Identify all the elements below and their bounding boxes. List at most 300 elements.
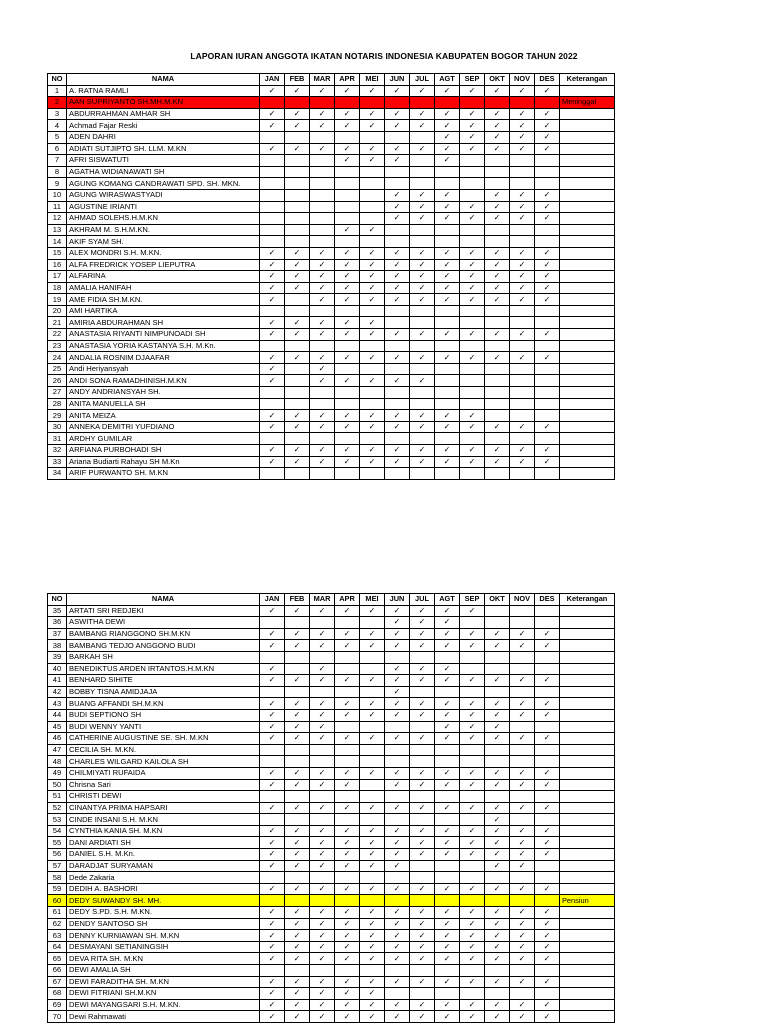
payment-cell-jan [260, 965, 285, 977]
payment-cell-okt [485, 965, 510, 977]
payment-cell-agt: ✓ [435, 271, 460, 283]
payment-cell-mei: ✓ [360, 988, 385, 1000]
remarks-cell [560, 155, 615, 167]
remarks-cell [560, 224, 615, 236]
payment-cell-feb: ✓ [285, 120, 310, 132]
payment-cell-jan: ✓ [260, 85, 285, 97]
payment-cell-des: ✓ [535, 247, 560, 259]
remarks-cell [560, 352, 615, 364]
payment-cell-apr: ✓ [335, 1011, 360, 1023]
payment-cell-jan: ✓ [260, 421, 285, 433]
payment-cell-feb [285, 363, 310, 375]
remarks-cell [560, 860, 615, 872]
payment-cell-jan [260, 387, 285, 399]
table-row [48, 860, 615, 872]
payment-cell-apr: ✓ [335, 247, 360, 259]
table-header-row [48, 74, 615, 86]
payment-cell-apr: ✓ [335, 143, 360, 155]
member-name: BUANG AFFANDI SH.M.KN [67, 698, 260, 710]
payment-cell-apr [335, 189, 360, 201]
payment-cell-mei [360, 97, 385, 109]
payment-cell-feb: ✓ [285, 849, 310, 861]
payment-cell-des: ✓ [535, 143, 560, 155]
table-row [48, 883, 615, 895]
payment-cell-jul: ✓ [410, 617, 435, 629]
payment-cell-jun [385, 468, 410, 480]
payment-cell-jun: ✓ [385, 849, 410, 861]
payment-cell-feb: ✓ [285, 271, 310, 283]
payment-cell-jul [410, 224, 435, 236]
payment-cell-jan: ✓ [260, 918, 285, 930]
payment-cell-mei: ✓ [360, 698, 385, 710]
payment-cell-okt [485, 605, 510, 617]
member-name: BARKAH SH [67, 651, 260, 663]
payment-cell-apr: ✓ [335, 953, 360, 965]
column-header-keterangan: Keterangan [560, 594, 615, 606]
payment-cell-feb: ✓ [285, 259, 310, 271]
remarks-cell [560, 756, 615, 768]
row-number: 23 [48, 340, 67, 352]
table-row [48, 744, 615, 756]
payment-cell-sep [460, 340, 485, 352]
payment-cell-okt: ✓ [485, 259, 510, 271]
payment-cell-agt [435, 872, 460, 884]
payment-cell-sep [460, 965, 485, 977]
payment-cell-jan: ✓ [260, 375, 285, 387]
payment-cell-des [535, 375, 560, 387]
column-header-apr: APR [335, 594, 360, 606]
payment-cell-des: ✓ [535, 709, 560, 721]
payment-cell-des: ✓ [535, 329, 560, 341]
payment-cell-des: ✓ [535, 259, 560, 271]
table-row [48, 709, 615, 721]
payment-cell-jun: ✓ [385, 421, 410, 433]
payment-cell-sep: ✓ [460, 282, 485, 294]
payment-cell-des: ✓ [535, 849, 560, 861]
row-number: 34 [48, 468, 67, 480]
payment-cell-nov: ✓ [510, 421, 535, 433]
payment-cell-jun: ✓ [385, 883, 410, 895]
payment-cell-sep: ✓ [460, 131, 485, 143]
payment-cell-jun: ✓ [385, 1011, 410, 1023]
payment-cell-apr: ✓ [335, 108, 360, 120]
payment-cell-apr: ✓ [335, 988, 360, 1000]
payment-cell-feb: ✓ [285, 675, 310, 687]
table-body [48, 85, 615, 479]
payment-cell-apr [335, 651, 360, 663]
payment-cell-jan [260, 651, 285, 663]
payment-cell-jun [385, 814, 410, 826]
payment-cell-jun: ✓ [385, 282, 410, 294]
payment-cell-jun: ✓ [385, 213, 410, 225]
column-header-agt: AGT [435, 594, 460, 606]
payment-cell-agt [435, 97, 460, 109]
payment-cell-apr: ✓ [335, 155, 360, 167]
remarks-cell [560, 1011, 615, 1023]
member-name: DENNY KURNIAWAN SH. M.KN [67, 930, 260, 942]
row-number: 35 [48, 605, 67, 617]
payment-cell-okt [485, 756, 510, 768]
table-row [48, 317, 615, 329]
row-number: 36 [48, 617, 67, 629]
payment-cell-nov [510, 317, 535, 329]
payment-cell-jun: ✓ [385, 675, 410, 687]
payment-cell-agt [435, 988, 460, 1000]
payment-cell-apr [335, 756, 360, 768]
payment-cell-jun: ✓ [385, 143, 410, 155]
payment-cell-agt: ✓ [435, 617, 460, 629]
payment-cell-apr [335, 814, 360, 826]
report-title: LAPORAN IURAN ANGGOTA IKATAN NOTARIS INDONESIA KABUPATEN BOGOR TAHUN 2022 [190, 51, 578, 61]
payment-cell-nov [510, 363, 535, 375]
payment-cell-mei [360, 895, 385, 907]
payment-cell-apr: ✓ [335, 941, 360, 953]
payment-cell-feb: ✓ [285, 976, 310, 988]
payment-cell-jun: ✓ [385, 375, 410, 387]
column-header-no: NO [48, 74, 67, 86]
payment-cell-mar: ✓ [310, 698, 335, 710]
payment-cell-des [535, 468, 560, 480]
payment-cell-mei [360, 189, 385, 201]
payment-cell-sep: ✓ [460, 837, 485, 849]
payment-cell-nov [510, 605, 535, 617]
payment-cell-des: ✓ [535, 698, 560, 710]
payment-cell-jul: ✓ [410, 779, 435, 791]
payment-cell-nov [510, 872, 535, 884]
payment-cell-jun: ✓ [385, 802, 410, 814]
payment-cell-mei: ✓ [360, 421, 385, 433]
payment-cell-okt [485, 663, 510, 675]
remarks-cell [560, 189, 615, 201]
payment-cell-okt [485, 340, 510, 352]
payment-cell-mei: ✓ [360, 849, 385, 861]
payment-cell-sep [460, 363, 485, 375]
payment-cell-jan [260, 178, 285, 190]
table-body [48, 605, 615, 1022]
table-row [48, 445, 615, 457]
payment-cell-jun: ✓ [385, 294, 410, 306]
payment-cell-jun: ✓ [385, 85, 410, 97]
remarks-cell [560, 108, 615, 120]
payment-cell-mei: ✓ [360, 294, 385, 306]
payment-cell-okt: ✓ [485, 1011, 510, 1023]
payment-cell-jan: ✓ [260, 953, 285, 965]
payment-cell-mei [360, 779, 385, 791]
row-number: 65 [48, 953, 67, 965]
payment-cell-nov: ✓ [510, 675, 535, 687]
member-name: BUDI WENNY YANTI [67, 721, 260, 733]
payment-cell-apr: ✓ [335, 85, 360, 97]
payment-cell-sep: ✓ [460, 259, 485, 271]
payment-cell-agt: ✓ [435, 849, 460, 861]
payment-cell-jun [385, 756, 410, 768]
table-row [48, 294, 615, 306]
payment-cell-jan: ✓ [260, 445, 285, 457]
payment-cell-mei: ✓ [360, 317, 385, 329]
member-name: AGUSTINE IRIANTI [67, 201, 260, 213]
row-number: 7 [48, 155, 67, 167]
payment-cell-jul: ✓ [410, 837, 435, 849]
payment-cell-agt [435, 814, 460, 826]
payment-cell-des: ✓ [535, 271, 560, 283]
payment-cell-des: ✓ [535, 941, 560, 953]
column-header-feb: FEB [285, 594, 310, 606]
payment-cell-sep: ✓ [460, 802, 485, 814]
payment-cell-mar [310, 387, 335, 399]
payment-cell-des: ✓ [535, 108, 560, 120]
payment-cell-mei [360, 721, 385, 733]
table-row [48, 663, 615, 675]
payment-cell-jun [385, 744, 410, 756]
payment-cell-sep: ✓ [460, 271, 485, 283]
remarks-cell [560, 166, 615, 178]
member-name: ANDI SONA RAMADHINISH.M.KN [67, 375, 260, 387]
payment-cell-okt: ✓ [485, 421, 510, 433]
payment-cell-jan: ✓ [260, 247, 285, 259]
payment-cell-feb [285, 97, 310, 109]
payment-cell-mar: ✓ [310, 247, 335, 259]
payment-cell-nov [510, 387, 535, 399]
payment-cell-agt: ✓ [435, 930, 460, 942]
remarks-cell [560, 305, 615, 317]
payment-cell-okt: ✓ [485, 837, 510, 849]
payment-cell-sep [460, 375, 485, 387]
payment-cell-sep: ✓ [460, 976, 485, 988]
payment-cell-mei: ✓ [360, 860, 385, 872]
payment-cell-apr [335, 895, 360, 907]
column-header-nama: NAMA [67, 74, 260, 86]
payment-cell-sep: ✓ [460, 329, 485, 341]
member-name: ALEX MONDRI S.H. M.KN. [67, 247, 260, 259]
dues-table-1 [47, 73, 615, 480]
payment-cell-sep [460, 663, 485, 675]
payment-cell-jun: ✓ [385, 976, 410, 988]
payment-cell-mei [360, 305, 385, 317]
payment-cell-feb: ✓ [285, 988, 310, 1000]
payment-cell-feb: ✓ [285, 825, 310, 837]
payment-cell-nov: ✓ [510, 999, 535, 1011]
payment-cell-des [535, 663, 560, 675]
table-row [48, 166, 615, 178]
row-number: 10 [48, 189, 67, 201]
payment-cell-jun: ✓ [385, 329, 410, 341]
member-name: CINANTYA PRIMA HAPSARI [67, 802, 260, 814]
member-name: DEWI FARADITHA SH. M.KN [67, 976, 260, 988]
payment-cell-jul [410, 814, 435, 826]
payment-cell-feb: ✓ [285, 329, 310, 341]
member-name: AGATHA WIDIANAWATI SH [67, 166, 260, 178]
payment-cell-sep [460, 744, 485, 756]
payment-cell-sep: ✓ [460, 767, 485, 779]
payment-cell-mar: ✓ [310, 85, 335, 97]
payment-cell-des [535, 317, 560, 329]
payment-cell-mei: ✓ [360, 224, 385, 236]
payment-cell-mei [360, 756, 385, 768]
remarks-cell [560, 953, 615, 965]
row-number: 63 [48, 930, 67, 942]
table-row [48, 340, 615, 352]
payment-cell-jan: ✓ [260, 767, 285, 779]
remarks-cell [560, 271, 615, 283]
payment-cell-feb [285, 224, 310, 236]
payment-cell-nov [510, 663, 535, 675]
member-name: CHRISTI DEWI [67, 791, 260, 803]
remarks-cell [560, 445, 615, 457]
column-header-no: NO [48, 594, 67, 606]
row-number: 45 [48, 721, 67, 733]
payment-cell-okt: ✓ [485, 445, 510, 457]
payment-cell-sep: ✓ [460, 352, 485, 364]
payment-cell-jul: ✓ [410, 282, 435, 294]
payment-cell-sep: ✓ [460, 941, 485, 953]
payment-cell-jan: ✓ [260, 120, 285, 132]
payment-cell-okt [485, 375, 510, 387]
payment-cell-jul: ✓ [410, 675, 435, 687]
payment-cell-feb: ✓ [285, 918, 310, 930]
payment-cell-des: ✓ [535, 675, 560, 687]
payment-cell-nov: ✓ [510, 201, 535, 213]
payment-cell-des [535, 155, 560, 167]
payment-cell-feb [285, 663, 310, 675]
payment-cell-okt: ✓ [485, 247, 510, 259]
row-number: 3 [48, 108, 67, 120]
remarks-cell [560, 85, 615, 97]
payment-cell-des [535, 236, 560, 248]
payment-cell-jun [385, 791, 410, 803]
payment-cell-mei: ✓ [360, 930, 385, 942]
payment-cell-jan: ✓ [260, 282, 285, 294]
payment-cell-mei [360, 213, 385, 225]
payment-cell-sep [460, 988, 485, 1000]
payment-cell-mei [360, 178, 385, 190]
table-row [48, 236, 615, 248]
row-number: 70 [48, 1011, 67, 1023]
payment-cell-des: ✓ [535, 779, 560, 791]
payment-cell-apr: ✓ [335, 907, 360, 919]
payment-cell-des: ✓ [535, 131, 560, 143]
payment-cell-sep: ✓ [460, 213, 485, 225]
payment-cell-mar: ✓ [310, 849, 335, 861]
payment-cell-jun [385, 305, 410, 317]
payment-cell-des [535, 340, 560, 352]
remarks-cell [560, 883, 615, 895]
payment-cell-nov [510, 155, 535, 167]
payment-cell-mar [310, 433, 335, 445]
payment-cell-des: ✓ [535, 189, 560, 201]
payment-cell-des: ✓ [535, 825, 560, 837]
payment-cell-mar: ✓ [310, 282, 335, 294]
payment-cell-apr: ✓ [335, 628, 360, 640]
payment-cell-mei: ✓ [360, 108, 385, 120]
payment-cell-mei: ✓ [360, 85, 385, 97]
remarks-cell [560, 675, 615, 687]
payment-cell-jun: ✓ [385, 189, 410, 201]
payment-cell-nov [510, 305, 535, 317]
payment-cell-mei [360, 663, 385, 675]
payment-cell-jun: ✓ [385, 247, 410, 259]
member-name: DANIEL S.H. M.Kn. [67, 849, 260, 861]
payment-cell-jul [410, 721, 435, 733]
payment-cell-jan: ✓ [260, 628, 285, 640]
payment-cell-jun: ✓ [385, 445, 410, 457]
payment-cell-mei: ✓ [360, 953, 385, 965]
payment-cell-okt [485, 363, 510, 375]
payment-cell-mei: ✓ [360, 410, 385, 422]
row-number: 57 [48, 860, 67, 872]
row-number: 56 [48, 849, 67, 861]
table-row [48, 999, 615, 1011]
payment-cell-sep [460, 97, 485, 109]
payment-cell-mar [310, 201, 335, 213]
payment-cell-apr: ✓ [335, 837, 360, 849]
payment-cell-des [535, 605, 560, 617]
table-row [48, 628, 615, 640]
payment-cell-feb [285, 617, 310, 629]
payment-cell-jul: ✓ [410, 883, 435, 895]
payment-cell-jan: ✓ [260, 988, 285, 1000]
payment-cell-mei [360, 617, 385, 629]
member-name: DEDY S.PD. S.H. M.KN. [67, 907, 260, 919]
payment-cell-feb: ✓ [285, 721, 310, 733]
payment-cell-feb: ✓ [285, 352, 310, 364]
payment-cell-nov [510, 617, 535, 629]
member-name: ANDY ANDRIANSYAH SH. [67, 387, 260, 399]
payment-cell-okt: ✓ [485, 860, 510, 872]
payment-cell-jul [410, 468, 435, 480]
payment-cell-agt: ✓ [435, 421, 460, 433]
payment-cell-jan [260, 872, 285, 884]
member-name: BOBBY TISNA AMIDJAJA [67, 686, 260, 698]
payment-cell-sep [460, 236, 485, 248]
payment-cell-mar: ✓ [310, 143, 335, 155]
remarks-cell [560, 698, 615, 710]
payment-cell-mei [360, 236, 385, 248]
payment-cell-okt: ✓ [485, 108, 510, 120]
payment-cell-nov: ✓ [510, 953, 535, 965]
member-name: AKHRAM M. S.H.M.KN. [67, 224, 260, 236]
payment-cell-sep: ✓ [460, 698, 485, 710]
payment-cell-mar [310, 131, 335, 143]
payment-cell-apr: ✓ [335, 375, 360, 387]
payment-cell-jun [385, 131, 410, 143]
payment-cell-mei: ✓ [360, 155, 385, 167]
table-row [48, 363, 615, 375]
payment-cell-mei [360, 651, 385, 663]
payment-cell-jun [385, 236, 410, 248]
payment-cell-okt [485, 398, 510, 410]
payment-cell-sep [460, 814, 485, 826]
remarks-cell [560, 872, 615, 884]
payment-cell-mar: ✓ [310, 317, 335, 329]
payment-cell-agt [435, 744, 460, 756]
payment-cell-okt: ✓ [485, 976, 510, 988]
payment-cell-mar [310, 305, 335, 317]
payment-cell-jul: ✓ [410, 271, 435, 283]
payment-cell-agt: ✓ [435, 640, 460, 652]
payment-cell-des: ✓ [535, 907, 560, 919]
payment-cell-okt: ✓ [485, 294, 510, 306]
payment-cell-nov [510, 468, 535, 480]
row-number: 20 [48, 305, 67, 317]
table-row [48, 605, 615, 617]
payment-cell-mar: ✓ [310, 628, 335, 640]
remarks-cell [560, 779, 615, 791]
payment-cell-jun: ✓ [385, 907, 410, 919]
payment-cell-mar: ✓ [310, 883, 335, 895]
payment-cell-jan: ✓ [260, 410, 285, 422]
payment-cell-mei: ✓ [360, 329, 385, 341]
payment-cell-jun [385, 363, 410, 375]
